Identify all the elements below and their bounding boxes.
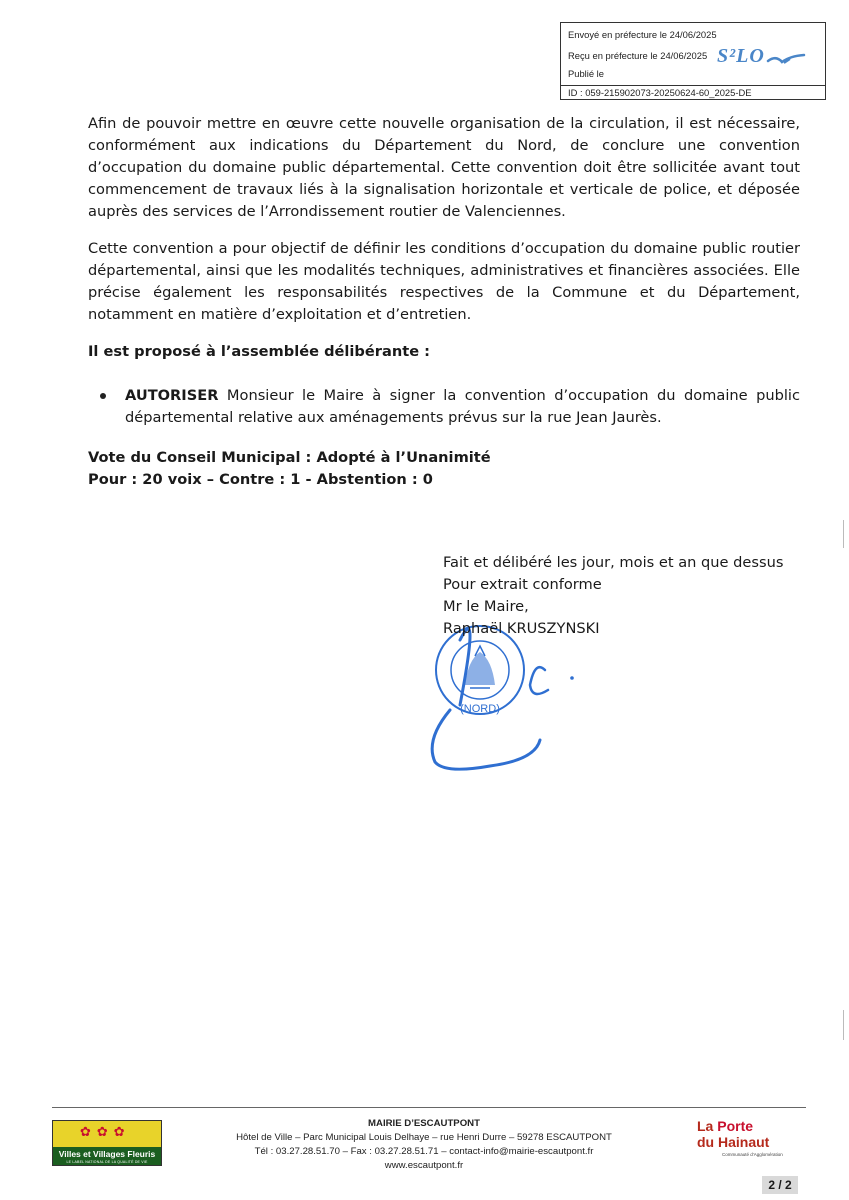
vote-outcome: Vote du Conseil Municipal : Adopté à l’Unanimité xyxy=(88,449,491,466)
signature-line-4: Raphaël KRUSZYNSKI xyxy=(443,620,600,637)
flower-icons: ✿✿✿ xyxy=(80,1125,131,1140)
prefecture-stamp xyxy=(560,22,826,100)
paragraph-convention-need: Afin de pouvoir mettre en œuvre cette nouvelle organisation de la circulation, il est nécessaire, conformément aux indications du Département du Nord, de conclure une convention d’occupation du domaine public départemental. Cette convention doit être sollicitée avant tout commencement de travaux liés à la signalisation horizontale et verticale de police, et déposée auprès des services de l’Arrondissement routier de Valenciennes. xyxy=(88,115,800,220)
footer-mairie: MAIRIE D’ESCAUTPONT xyxy=(368,1118,480,1129)
proposal-bullet xyxy=(100,385,800,429)
bullet-icon xyxy=(100,393,106,399)
footer-phone-email: Tél : 03.27.28.51.70 – Fax : 03.27.28.51.71 – contact-info@mairie-escautpont.fr xyxy=(254,1146,594,1157)
seal-bottom-text: (NORD) xyxy=(460,703,500,715)
scan-edge-mark xyxy=(843,1010,844,1040)
scan-edge-mark xyxy=(843,520,844,548)
footer-website: www.escautpont.fr xyxy=(384,1160,464,1171)
vote-count: Pour : 20 voix – Contre : 1 - Abstention : 0 xyxy=(88,471,433,488)
vvf-label: Villes et Villages Fleuris xyxy=(58,1149,156,1159)
porte-logo-porte: Porte xyxy=(717,1118,754,1134)
porte-logo-hainaut: du Hainaut xyxy=(697,1134,770,1150)
stamp-received-date: Reçu en préfecture le 24/06/2025 xyxy=(568,50,708,61)
footer-divider xyxy=(52,1107,806,1108)
vote-result xyxy=(88,447,491,491)
porte-du-hainaut-logo xyxy=(697,1118,797,1157)
signature-stroke xyxy=(432,710,540,769)
signature-stroke-2 xyxy=(460,629,470,705)
signature-line-1: Fait et délibéré les jour, mois et an que dessus xyxy=(443,554,784,571)
stamp-sent-date: Envoyé en préfecture le 24/06/2025 xyxy=(568,29,717,40)
bullet-body: Monsieur le Maire à signer la convention d’occupation du domaine public départemental relative aux aménagements prévus sur la rue Jean Jaurès. xyxy=(125,387,800,426)
footer-address: Hôtel de Ville – Parc Municipal Louis Delhaye – rue Henri Durre – 59278 ESCAUTPONT xyxy=(236,1132,612,1143)
villes-villages-fleuris-logo xyxy=(52,1120,162,1166)
signature-stroke-3 xyxy=(530,667,548,694)
paragraph-convention-objective: Cette convention a pour objectif de définir les conditions d’occupation du domaine public routier départemental, ainsi que les modalités techniques, administratives et financières associées. Elle précise également les responsabilités respectives de la Commune et du Département, notamment en matière d’exploitation et d’entretien. xyxy=(88,240,800,323)
bullet-keyword: AUTORISER xyxy=(125,387,219,404)
signature-line-2: Pour extrait conforme xyxy=(443,576,602,593)
bullet-text xyxy=(125,385,800,429)
page-number: 2 / 2 xyxy=(762,1176,798,1194)
stamp-id: ID : 059-215902073-20250624-60_2025-DE xyxy=(561,85,825,99)
porte-logo-sub: Communauté d’Agglomération xyxy=(722,1152,783,1157)
vvf-sublabel: LE LABEL NATIONAL DE LA QUALITÉ DE VIE xyxy=(66,1160,148,1164)
porte-logo-la: La xyxy=(697,1118,718,1134)
proposal-heading: Il est proposé à l’assemblée délibérante : xyxy=(88,343,431,360)
slo-checkmark-icon xyxy=(766,53,806,67)
signature-block xyxy=(443,552,783,640)
stamp-published: Publié le xyxy=(568,68,604,79)
slo-logo: S²LO xyxy=(717,45,765,67)
signature-line-3: Mr le Maire, xyxy=(443,598,529,615)
footer-contact xyxy=(200,1117,648,1173)
